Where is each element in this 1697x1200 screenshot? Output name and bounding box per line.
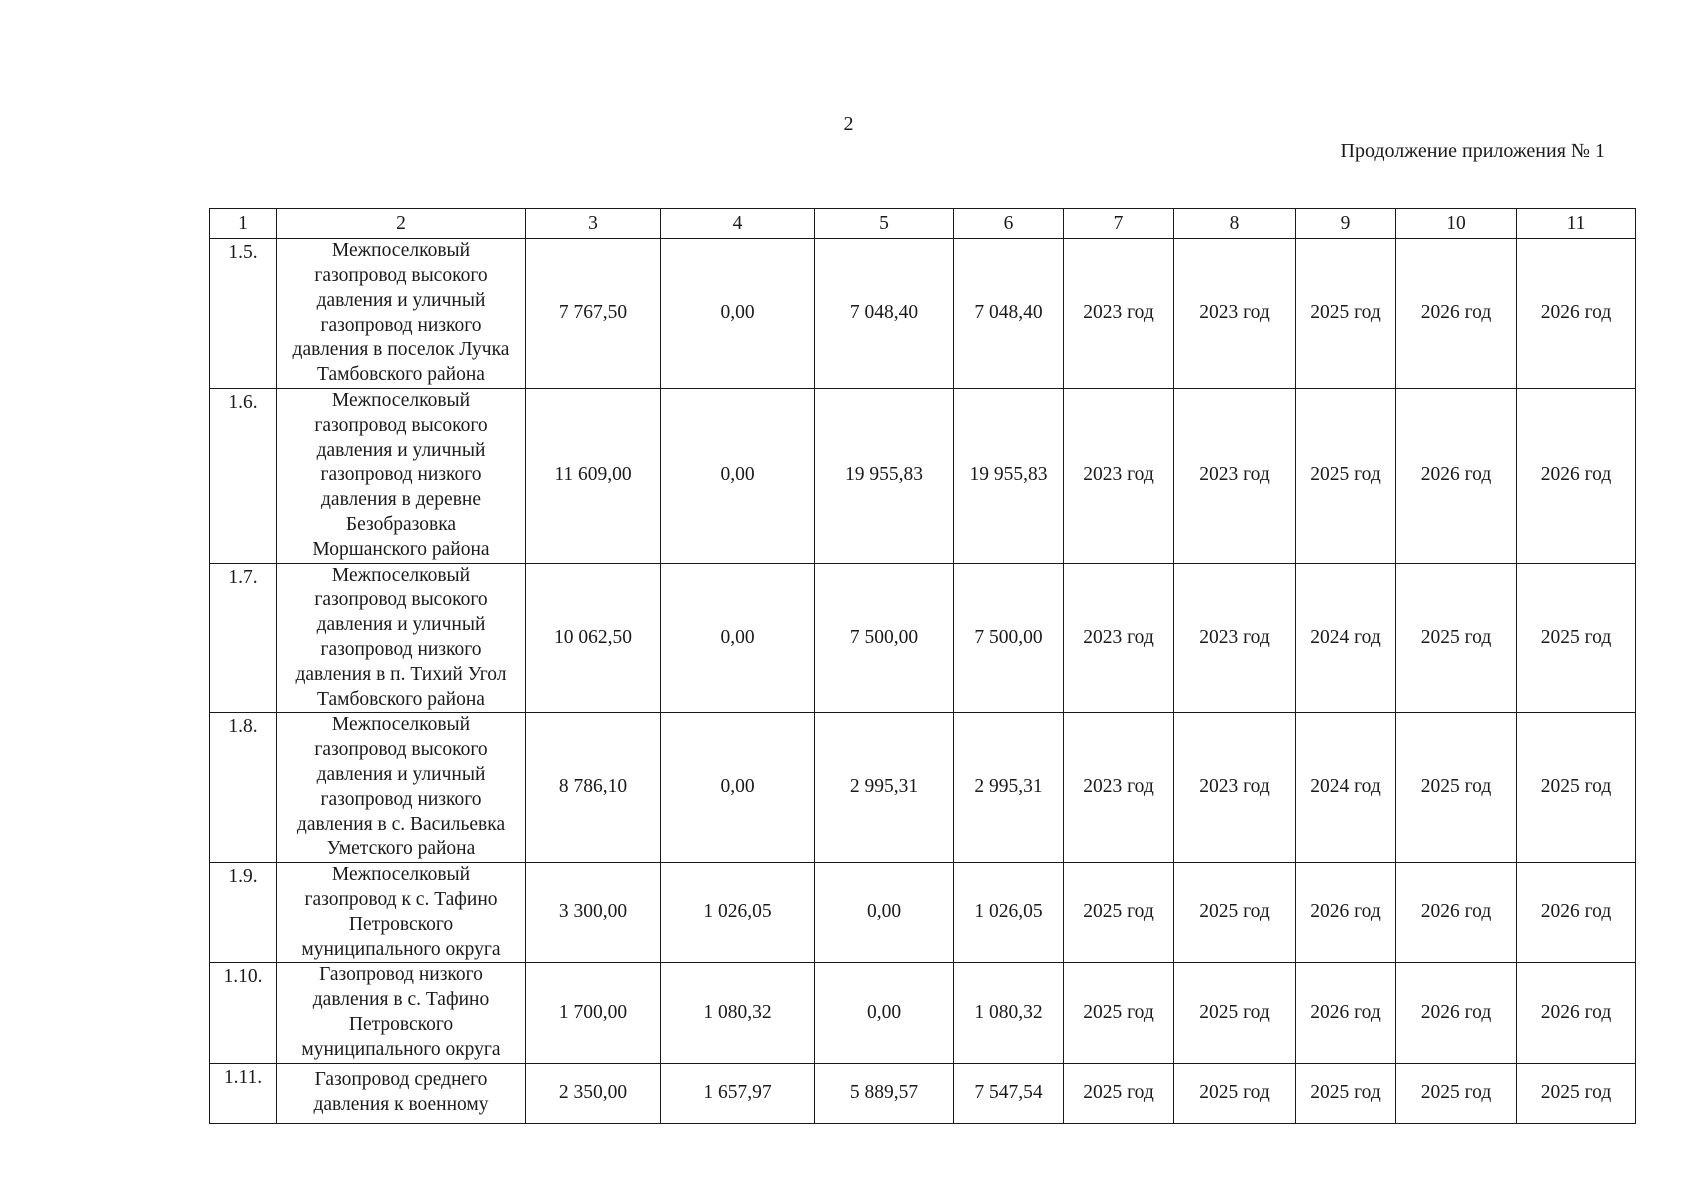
continuation-label: Продолжение приложения № 1 — [1340, 140, 1605, 162]
object-name-line: муниципального округа — [301, 1038, 501, 1060]
cell-col10: 2026 год — [1396, 863, 1517, 963]
cell-col9: 2026 год — [1296, 863, 1396, 963]
cell-col9: 2024 год — [1296, 563, 1396, 713]
object-name-line: Межпоселковый — [331, 390, 471, 411]
object-name-line: газопровод низкого — [320, 314, 482, 336]
header-cell-9: 9 — [1296, 209, 1396, 239]
object-name-line: газопровод низкого — [320, 788, 482, 810]
cell-col10: 2025 год — [1396, 563, 1517, 713]
object-name-line: газопровод высокого — [314, 589, 488, 611]
cell-col7: 2023 год — [1064, 239, 1174, 389]
cell-col9: 2024 год — [1296, 713, 1396, 863]
object-name-line: давления в п. Тихий Угол — [295, 663, 507, 685]
object-name — [277, 963, 526, 1063]
object-name-line: давления и уличный — [316, 289, 486, 311]
object-name-line: давления в поселок Лучка — [292, 339, 510, 361]
object-name-line: Тамбовского района — [317, 688, 485, 710]
cell-col10: 2026 год — [1396, 239, 1517, 389]
object-name — [277, 563, 526, 713]
cell-col4: 0,00 — [661, 563, 815, 713]
row-number: 1.8. — [210, 713, 277, 863]
cell-col7: 2023 год — [1064, 713, 1174, 863]
cell-col4: 1 657,97 — [661, 1063, 815, 1123]
object-name — [277, 239, 526, 389]
cell-col6: 1 026,05 — [954, 863, 1064, 963]
row-number: 1.6. — [210, 389, 277, 564]
cell-col4: 0,00 — [661, 713, 815, 863]
cell-col7: 2025 год — [1064, 963, 1174, 1063]
cell-col7: 2025 год — [1064, 863, 1174, 963]
object-name-line: газопровод высокого — [314, 739, 488, 761]
table-row — [210, 1063, 1636, 1123]
table-row — [210, 963, 1636, 1063]
row-number: 1.9. — [210, 863, 277, 963]
cell-col4: 1 026,05 — [661, 863, 815, 963]
object-name-line: Межпоселковый — [331, 564, 471, 586]
cell-col4: 0,00 — [661, 239, 815, 389]
header-cell-8: 8 — [1174, 209, 1296, 239]
cell-col11: 2026 год — [1517, 863, 1636, 963]
object-name-line: давления и уличный — [316, 439, 486, 461]
object-name-line: Межпоселковый — [331, 240, 471, 262]
cell-col9: 2026 год — [1296, 963, 1396, 1063]
cell-col5: 7 500,00 — [815, 563, 954, 713]
cell-col6: 19 955,83 — [954, 389, 1064, 564]
header-cell-3: 3 — [526, 209, 661, 239]
cell-col11: 2026 год — [1517, 963, 1636, 1063]
cell-col5: 0,00 — [815, 863, 954, 963]
objects-table — [209, 208, 1636, 1124]
header-cell-6: 6 — [954, 209, 1064, 239]
object-name-line: Безобразовка — [345, 513, 457, 535]
cell-col11: 2025 год — [1517, 1063, 1636, 1123]
cell-col9: 2025 год — [1296, 389, 1396, 564]
header-cell-5: 5 — [815, 209, 954, 239]
object-name-line: муниципального округа — [301, 938, 501, 960]
object-name-line: Тамбовского района — [317, 364, 485, 386]
object-name-line: Межпоселковый — [331, 864, 471, 886]
table-row — [210, 713, 1636, 863]
object-name-line: Уметского района — [326, 838, 476, 860]
cell-col6: 7 547,54 — [954, 1063, 1064, 1123]
cell-col10: 2025 год — [1396, 1063, 1517, 1123]
object-name-line: давления в с. Васильевка — [296, 813, 506, 835]
object-name-line: давления в с. Тафино — [312, 989, 490, 1011]
object-name-line: давления к военному — [313, 1094, 489, 1116]
table-row — [210, 863, 1636, 963]
header-cell-11: 11 — [1517, 209, 1636, 239]
table-row — [210, 563, 1636, 713]
object-name — [277, 389, 526, 564]
table-row — [210, 239, 1636, 389]
cell-col6: 7 048,40 — [954, 239, 1064, 389]
cell-col5: 0,00 — [815, 963, 954, 1063]
header-cell-7: 7 — [1064, 209, 1174, 239]
cell-col6: 7 500,00 — [954, 563, 1064, 713]
cell-col4: 1 080,32 — [661, 963, 815, 1063]
cell-col8: 2023 год — [1174, 563, 1296, 713]
cell-col11: 2025 год — [1517, 563, 1636, 713]
cell-col10: 2026 год — [1396, 389, 1517, 564]
cell-col11: 2026 год — [1517, 389, 1636, 564]
row-number: 1.11. — [210, 1063, 277, 1123]
object-name-line: Газопровод среднего — [314, 1069, 488, 1091]
object-name-line: Газопровод низкого — [319, 964, 483, 986]
cell-col4: 0,00 — [661, 389, 815, 564]
object-name-line: газопровод низкого — [320, 464, 482, 486]
header-cell-10: 10 — [1396, 209, 1517, 239]
cell-col5: 19 955,83 — [815, 389, 954, 564]
object-name-line: газопровод высокого — [314, 414, 488, 436]
object-name — [277, 713, 526, 863]
object-name — [277, 863, 526, 963]
cell-col7: 2023 год — [1064, 563, 1174, 713]
cell-col11: 2025 год — [1517, 713, 1636, 863]
object-name-line: газопровод к с. Тафино — [304, 888, 498, 910]
cell-col3: 11 609,00 — [526, 389, 661, 564]
cell-col5: 2 995,31 — [815, 713, 954, 863]
cell-col11: 2026 год — [1517, 239, 1636, 389]
cell-col3: 1 700,00 — [526, 963, 661, 1063]
object-name — [277, 1063, 526, 1123]
cell-col7: 2025 год — [1064, 1063, 1174, 1123]
cell-col10: 2025 год — [1396, 713, 1517, 863]
object-name-line: давления и уличный — [316, 614, 486, 636]
row-number: 1.10. — [210, 963, 277, 1063]
header-cell-1: 1 — [210, 209, 277, 239]
row-number: 1.7. — [210, 563, 277, 713]
cell-col8: 2025 год — [1174, 863, 1296, 963]
cell-col10: 2026 год — [1396, 963, 1517, 1063]
cell-col3: 8 786,10 — [526, 713, 661, 863]
cell-col8: 2025 год — [1174, 1063, 1296, 1123]
cell-col3: 10 062,50 — [526, 563, 661, 713]
object-name-line: газопровод высокого — [314, 264, 488, 286]
object-name-line: газопровод низкого — [320, 638, 482, 660]
object-name-line: давления в деревне — [321, 489, 481, 511]
table-row — [210, 389, 1636, 564]
table-body — [210, 209, 1636, 1124]
cell-col5: 7 048,40 — [815, 239, 954, 389]
cell-col9: 2025 год — [1296, 239, 1396, 389]
cell-col8: 2023 год — [1174, 389, 1296, 564]
row-number: 1.5. — [210, 239, 277, 389]
cell-col3: 2 350,00 — [526, 1063, 661, 1123]
header-cell-4: 4 — [661, 209, 815, 239]
cell-col3: 3 300,00 — [526, 863, 661, 963]
cell-col8: 2025 год — [1174, 963, 1296, 1063]
cell-col6: 1 080,32 — [954, 963, 1064, 1063]
object-name-line: Межпоселковый — [331, 714, 471, 736]
cell-col8: 2023 год — [1174, 239, 1296, 389]
cell-col3: 7 767,50 — [526, 239, 661, 389]
header-row — [210, 209, 1636, 239]
object-name-line: Моршанского района — [312, 538, 490, 560]
header-cell-2: 2 — [277, 209, 526, 239]
cell-col7: 2023 год — [1064, 389, 1174, 564]
object-name-line: давления и уличный — [316, 763, 486, 785]
object-name-line: Петровского — [348, 913, 454, 935]
cell-col9: 2025 год — [1296, 1063, 1396, 1123]
page-number: 2 — [843, 113, 854, 135]
cell-col5: 5 889,57 — [815, 1063, 954, 1123]
object-name-line: Петровского — [348, 1013, 454, 1035]
cell-col8: 2023 год — [1174, 713, 1296, 863]
cell-col6: 2 995,31 — [954, 713, 1064, 863]
